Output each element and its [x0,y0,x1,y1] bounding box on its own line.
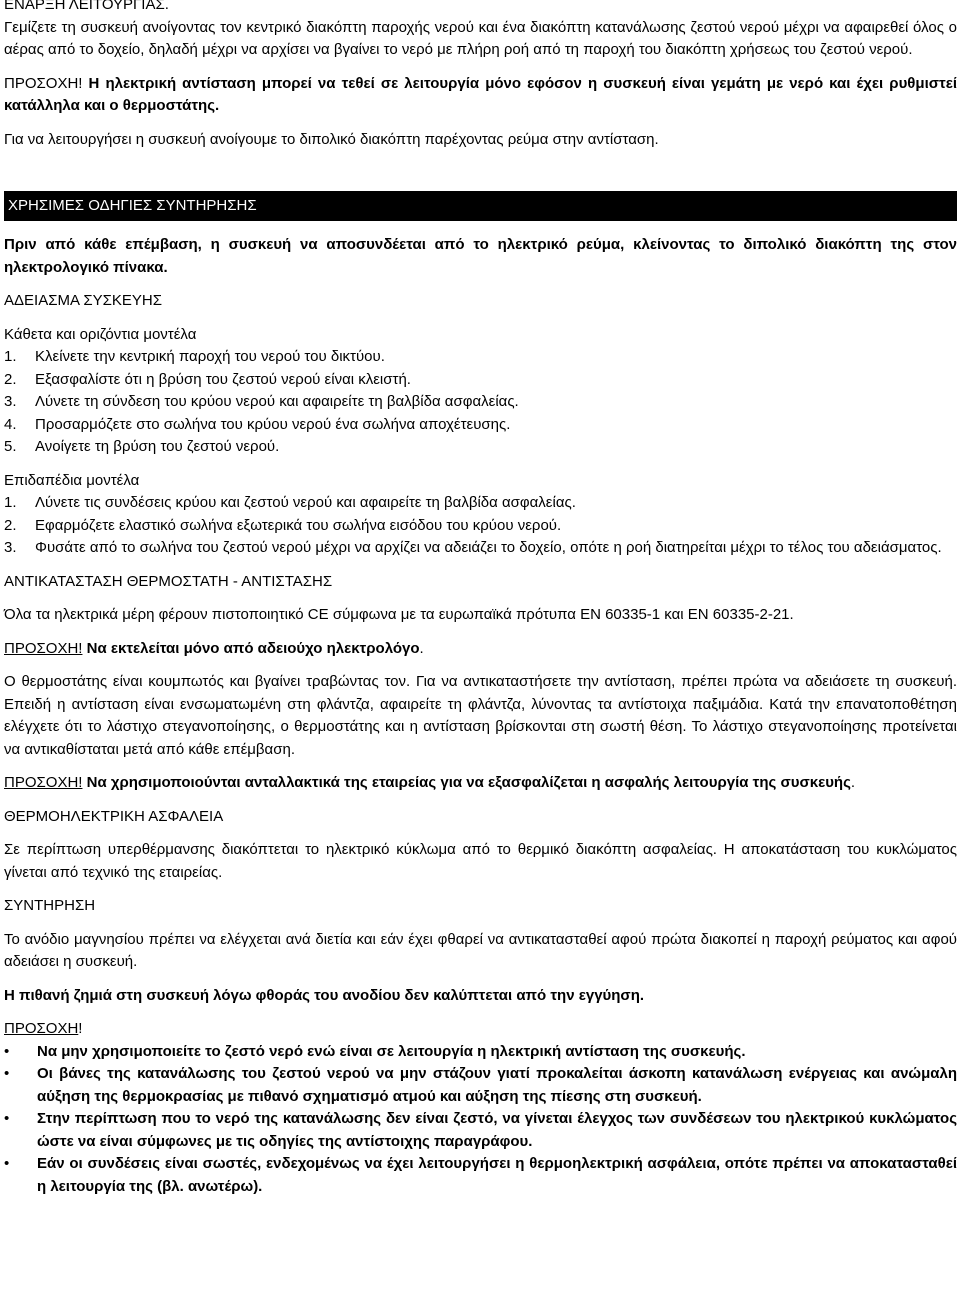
maintenance-intro: Πριν από κάθε επέμβαση, η συσκευή να αποσυνδέεται από το ηλεκτρικό ρεύμα, κλείνοντας το διπολικό διακόπτη της στον ηλεκτρολογικό πίνακα. [4,236,957,276]
spare-parts-caution: ΠΡΟΣΟΧΗ! Να χρησιμοποιούνται ανταλλακτικά της εταιρείας για να εξασφαλίζεται η ασφαλής λειτουργία της συσκευής. [4,774,856,791]
manual-page [4,0,957,1198]
service-caution: ΠΡΟΣΟΧΗ! [4,1020,83,1037]
list-item: • Στην περίπτωση που το νερό της κατανάλωσης δεν είναι ζεστό, να γίνεται έλεγχος των συνδέσεων του ηλεκτρικού κυκλώματος ώστε να είναι σύμφωνες με τις οδηγίες της αντίστοιχης παραγράφου. [4,1110,957,1150]
caution-label: ΠΡΟΣΟΧΗ! [4,774,83,791]
vertical-steps-list [4,346,957,459]
warnings-list [4,1041,957,1199]
bullet-icon: • [4,1110,10,1127]
list-item: 3. Λύνετε τη σύνδεση του κρύου νερού και αφαιρείτε τη βαλβίδα ασφαλείας. [4,393,519,410]
list-item: 3. Φυσάτε από το σωλήνα του ζεστού νερού μέχρι να αρχίζει να αδειάζει το δοχείο, οπότε η ροή διατηρείται μέχρι το τέλος του αδειάσματος. [4,539,942,556]
fuse-paragraph: Σε περίπτωση υπερθέρμανσης διακόπτεται το ηλεκτρικό κύκλωμα από το θερμικό διακόπτη ασφαλείας. Η αποκατάσταση του κυκλώματος γίνεται από τεχνικό της εταιρείας. [4,841,957,881]
ce-paragraph: Όλα τα ηλεκτρικά μέρη φέρουν πιστοποιητικό CE σύμφωνα με τα ευρωπαϊκά πρότυπα EN 60335-1 και EN 60335-2-21. [4,606,794,623]
list-item: • Να μην χρησιμοποιείτε το ζεστό νερό ενώ είναι σε λειτουργία η ηλεκτρική αντίσταση της συσκευής. [4,1041,957,1064]
caution-text: Να χρησιμοποιούνται ανταλλακτικά της εταιρείας για να εξασφαλίζεται η ασφαλής λειτουργία της συσκευής [82,774,851,791]
start-paragraph-fill: Γεμίζετε τη συσκευή ανοίγοντας τον κεντρικό διακόπτη παροχής νερού και ένα διακόπτη κατανάλωσης ζεστού νερού μέχρι να αφαιρεθεί όλος ο αέρας από το δοχείο, δηλαδή μέχρι να αρχίσει να βγαίνει το νερό με πλήρη ροή από τη παροχή του διακόπτη χρήσεως του ζεστού νερού. [4,18,957,58]
replacement-heading: ΑΝΤΙΚΑΤΑΣΤΑΣΗ ΘΕΡΜΟΣΤΑΤΗ - ΑΝΤΙΣΤΑΣΗΣ [4,572,333,590]
start-caution [4,73,957,118]
caution-label: ΠΡΟΣΟΧΗ! [4,639,83,657]
list-item: 2. Εξασφαλίστε ότι η βρύση του ζεστού νερού είναι κλειστή. [4,370,411,388]
replacement-caution: ΠΡΟΣΟΧΗ! Να εκτελείται μόνο από αδειούχο ηλεκτρολόγο. [4,639,424,657]
bullet-icon: • [4,1155,10,1172]
bullet-icon: • [4,1042,10,1060]
floor-steps-list [4,492,957,560]
start-heading: ΕΝΑΡΞΗ ΛΕΙΤΟΥΡΓΙΑΣ. [4,0,169,13]
start-paragraph-switch: Για να λειτουργήσει η συσκευή ανοίγουμε το διπολικό διακόπτη παρέχοντας ρεύμα στην αντίσταση. [4,130,659,148]
maintenance-banner: ΧΡΗΣΙΜΕΣ ΟΔΗΓΙΕΣ ΣΥΝΤΗΡΗΣΗΣ [4,191,957,221]
list-item: • Εάν οι συνδέσεις είναι σωστές, ενδεχομένως να έχει λειτουργήσει η θερμοηλεκτρική ασφάλεια, οπότε πρέπει να αποκατασταθεί η λειτουργία της (βλ. ανωτέρω). [4,1155,957,1195]
vertical-models-heading: Κάθετα και οριζόντια μοντέλα [4,325,197,343]
service-heading: ΣΥΝΤΗΡΗΣΗ [4,897,96,914]
list-item: 1. Κλείνετε την κεντρική παροχή του νερού του δικτύου. [4,348,385,365]
warranty-note: Η πιθανή ζημιά στη συσκευή λόγω φθοράς του ανοδίου δεν καλύπτεται από την εγγύηση. [4,986,645,1004]
list-item: 4. Προσαρμόζετε στο σωλήνα του κρύου νερού ένα σωλήνα αποχέτευσης. [4,415,511,433]
emptying-heading: ΑΔΕΙΑΣΜΑ ΣΥΣΚΕΥΗΣ [4,292,162,309]
caution-label: ΠΡΟΣΟΧΗ [4,1020,79,1037]
fuse-heading: ΘΕΡΜΟΗΛΕΚΤΡΙΚΗ ΑΣΦΑΛΕΙΑ [4,807,224,825]
thermostat-paragraph: Ο θερμοστάτης είναι κουμπωτός και βγαίνει τραβώντας τον. Για να αντικαταστήσετε την αντίσταση, πρέπει πρώτα να αδειάσετε τη συσκευή. Επειδή η αντίσταση είναι ενσωματωμένη στη φλάντζα, αφαιρείτε τη φλάντζα, λύνοντας τα αντίστοιχα παξιμάδια. Κατά την επανατοποθέτηση ελέγχετε ότι το λάστιχο στεγανοποίησης, ο θερμοστάτης και η αντίσταση βρίσκονται στη σωστή θέση. Το λάστιχο στεγανοποίησης προτείνεται να αντικαθίσταται μετά από κάθε επέμβαση. [4,673,957,758]
caution-text: Να εκτελείται μόνο από αδειούχο ηλεκτρολόγο [82,639,420,657]
list-item: 1. Λύνετε τις συνδέσεις κρύου και ζεστού νερού και αφαιρείτε τη βαλβίδα ασφαλείας. [4,494,576,511]
floor-models-heading: Επιδαπέδια μοντέλα [4,471,140,489]
list-item: 5. Ανοίγετε τη βρύση του ζεστού νερού. [4,438,280,455]
list-item: • Οι βάνες της κατανάλωσης του ζεστού νερού να μην στάζουν γιατί προκαλείται άσκοπη κατανάλωση ενέργειας και ανώμαλη αύξηση της θερμοκρασίας με πιθανό σχηματισμό ατμού και αύξηση της πίεσης στη συσκευή. [4,1065,957,1105]
list-item: 2. Εφαρμόζετε ελαστικό σωλήνα εξωτερικά του σωλήνα εισόδου του κρύου νερού. [4,516,562,534]
caution-label: ΠΡΟΣΟΧΗ! [4,74,83,92]
bullet-icon: • [4,1065,10,1082]
caution-text: Η ηλεκτρική αντίσταση μπορεί να τεθεί σε λειτουργία μόνο εφόσον η συσκευή είναι γεμάτη με νερό και έχει ρυθμιστεί κατάλληλα και ο θερμοστάτης. [4,74,957,114]
anode-paragraph: Το ανόδιο μαγνησίου πρέπει να ελέγχεται ανά διετία και εάν έχει φθαρεί να αντικατασταθεί αφού πρώτα διακοπεί η παροχή ρεύματος και αφού αδειάσει η συσκευή. [4,930,957,970]
